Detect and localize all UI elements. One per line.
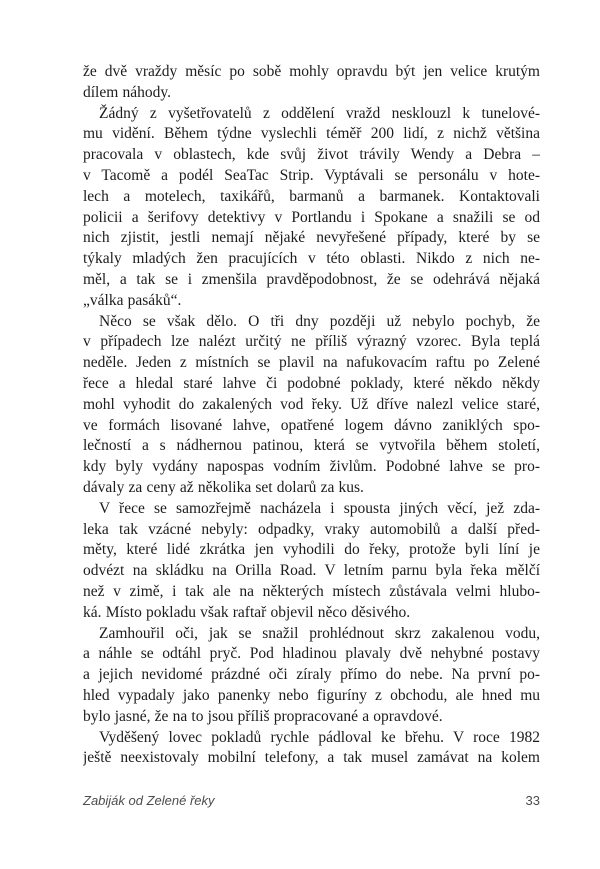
page-footer — [83, 793, 540, 808]
text-line: „válka pasáků“. — [83, 291, 182, 309]
text-line: lech a motelech, taxikářů, barmanů a barmanek. Kontaktovali — [83, 187, 540, 205]
text-line: týkaly mladých žen pracujících v této oblasti. Nikdo z nich ne- — [83, 250, 540, 268]
text-line: pracovala v oblastech, kde svůj život trávily Wendy a Debra – — [83, 146, 540, 164]
text-line: neděle. Jeden z místních se plavil na nafukovacím raftu po Zelené — [83, 354, 540, 372]
text-line: mohl vyhodit do zakalených vod řeky. Už dříve nalezl velice staré, — [83, 395, 540, 413]
text-line: v Tacomě a podél SeaTac Strip. Vyptávali se personálu v hote- — [83, 166, 540, 184]
text-line: dávaly za ceny až několika set dolarů za kus. — [83, 478, 364, 496]
text-line: dílem náhody. — [83, 83, 171, 101]
paragraph — [83, 312, 540, 499]
paragraph — [83, 624, 540, 728]
text-line: Vyděšený lovec pokladů rychle pádloval ke břehu. V roce 1982 — [99, 728, 540, 746]
text-line: Žádný z vyšetřovatelů z oddělení vražd nesklouzl k tunelové- — [99, 104, 540, 122]
text-line: že dvě vraždy měsíc po sobě mohly opravdu být jen velice krutým — [83, 63, 540, 80]
footer-page-number: 33 — [525, 793, 540, 808]
text-line: v případech lze nalézt určitý ne příliš výrazný vzorec. Byla teplá — [83, 333, 540, 351]
text-line: policii a šerifovy detektivy v Portlandu i Spokane a snažili se od — [83, 208, 540, 226]
text-line: kdy byly vydány napospas vodním živlům. Podobné lahve se pro- — [83, 458, 540, 476]
text-line: měty, které lidé zkrátka jen vyhodili do řeky, protože byli líní je — [83, 541, 540, 559]
text-line: nich zjistit, jestli nemají nějaké nevyřešené případy, které by se — [83, 229, 540, 247]
text-line: měl, a tak se i zmenšila pravděpodobnost, že se odehrává nějaká — [83, 270, 540, 288]
paragraph — [83, 499, 540, 624]
text-line: a jejich nevidomé prázdné oči zíraly přímo do nebe. Na první po- — [83, 666, 540, 684]
text-line: lečností a s nádhernou patinou, která se vytvořila během století, — [83, 437, 540, 455]
text-line: než v zimě, i tak ale na některých místech zůstávala velmi hlubo- — [83, 582, 540, 600]
paragraph — [83, 728, 540, 770]
text-line: řece a hledal staré lahve či podobné poklady, které někdo někdy — [83, 374, 540, 392]
paragraph — [83, 104, 540, 312]
text-line: V řece se samozřejmě nacházela i spousta jiných věcí, jež zda- — [99, 499, 540, 517]
text-line: Něco se však dělo. O tři dny později už nebylo pochyb, že — [99, 312, 540, 330]
text-line: a náhle se odtáhl pryč. Pod hladinou plavaly dvě nehybné postavy — [83, 645, 540, 663]
text-line: ká. Místo pokladu však raftař objevil něco děsivého. — [83, 603, 411, 621]
text-line: leka tak vzácné nebyly: odpadky, vraky automobilů a další před- — [83, 520, 540, 538]
text-line: mu vidění. Během týdne vyslechli téměř 200 lidí, z nichž většina — [83, 125, 540, 143]
text-line: bylo jasné, že na to jsou příliš propracované a opravdové. — [83, 707, 443, 725]
text-block — [83, 62, 540, 769]
paragraph — [83, 62, 540, 104]
footer-book-title: Zabiják od Zelené řeky — [83, 793, 215, 808]
text-line: Zamhouřil oči, jak se snažil prohlédnout skrz zakalenou vodu, — [99, 624, 540, 642]
text-line: hled vypadaly jako panenky nebo figuríny z obchodu, ale hned mu — [83, 686, 540, 704]
text-line: ve formách lisované lahve, opatřené logem dávno zaniklých spo- — [83, 416, 540, 434]
text-line: odvézt na skládku na Orilla Road. V letním parnu byla řeka mělčí — [83, 562, 540, 580]
text-line: ještě neexistovaly mobilní telefony, a tak musel zamávat na kolem — [83, 749, 540, 767]
